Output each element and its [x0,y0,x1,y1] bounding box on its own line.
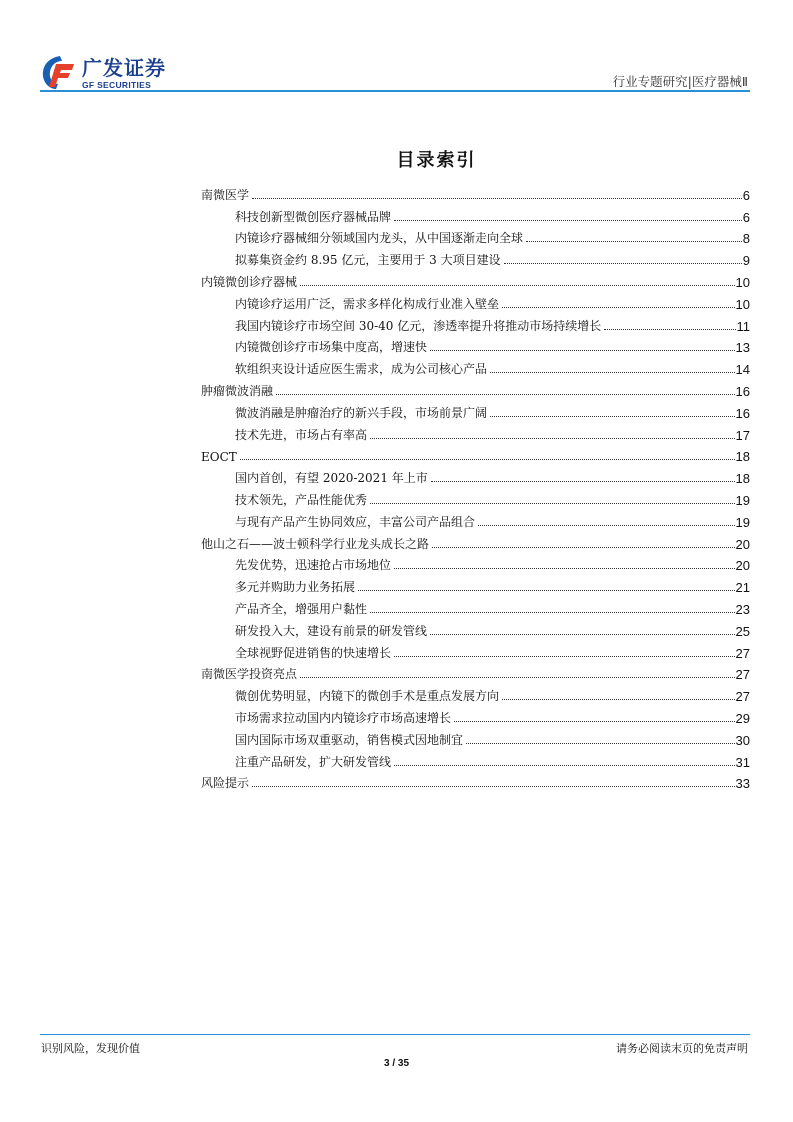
toc-page-number[interactable]: 10 [735,274,750,290]
toc-page-number[interactable]: 8 [742,231,750,247]
toc-leader-dots [370,612,735,613]
toc-entry-title[interactable]: 微创优势明显，内镜下的微创手术是重点发展方向 [235,689,500,704]
toc-leader-dots [430,634,735,635]
toc-page-number[interactable]: 20 [735,536,750,552]
gf-logo-icon [40,54,76,90]
toc-page-number[interactable]: 27 [735,689,750,705]
toc-entry[interactable] [201,530,750,552]
toc-page-number[interactable]: 23 [735,601,750,617]
toc-page-number[interactable]: 19 [735,492,750,508]
toc-leader-dots [502,699,735,700]
toc-entry-title[interactable]: 我国内镜诊疗市场空间 30-40 亿元，渗透率提升将推动市场持续增长 [235,318,602,333]
toc-page-number[interactable]: 14 [735,362,750,378]
company-logo [40,52,180,94]
toc-leader-dots [300,677,735,678]
toc-page-number[interactable]: 6 [742,187,750,203]
page-number: 3 / 35 [383,1058,410,1069]
toc-entry-title[interactable]: 国内国际市场双重驱动，销售模式因地制宜 [235,732,464,747]
footer-divider [40,1034,750,1035]
footer-disclaimer: 请务必阅读末页的免责声明 [616,1042,748,1055]
toc-page-number[interactable]: 27 [735,667,750,683]
toc-page-number[interactable]: 31 [735,754,750,770]
toc-entry-title[interactable]: 南微医学投资亮点 [201,667,298,682]
toc-entry-title[interactable]: 风险提示 [201,776,250,791]
toc-page-number[interactable]: 27 [735,645,750,661]
toc-leader-dots [604,329,735,330]
footer-slogan: 识别风险，发现价值 [41,1042,140,1055]
toc-leader-dots [454,721,735,722]
toc-entry[interactable] [201,682,750,704]
toc-entry-title[interactable]: 国内首创，有望 2020-2021 年上市 [235,471,428,486]
toc-entry[interactable] [201,464,750,486]
toc-entry-title[interactable]: 内镜诊疗器械细分领域国内龙头，从中国逐渐走向全球 [235,231,524,246]
toc-leader-dots [276,394,735,395]
toc-entry-title[interactable]: 内镜微创诊疗器械 [201,274,298,289]
toc-leader-dots [394,220,742,221]
toc-entry[interactable] [201,617,750,639]
header-divider [40,90,750,92]
toc-entry-title[interactable]: 研发投入大，建设有前景的研发管线 [235,623,428,638]
toc-page-number[interactable]: 21 [735,580,750,596]
toc-entry-title[interactable]: 全球视野促进销售的快速增长 [235,645,392,660]
toc-entry-title[interactable]: EOCT [201,450,237,465]
toc-entry-title[interactable]: 南微医学 [201,187,250,202]
toc-page-number[interactable]: 6 [742,209,750,225]
toc-leader-dots [478,525,735,526]
toc-leader-dots [358,590,735,591]
toc-leader-dots [490,416,735,417]
toc-leader-dots [504,263,742,264]
page-title: 目录索引 [396,150,477,171]
toc-entry[interactable] [201,225,750,247]
toc-page-number[interactable]: 11 [736,318,750,334]
toc-entry[interactable] [201,661,750,683]
toc-page-number[interactable]: 16 [735,405,750,421]
toc-page-number[interactable]: 10 [735,296,750,312]
toc-entry[interactable] [201,595,750,617]
toc-entry[interactable] [201,181,750,203]
toc-entry-title[interactable]: 注重产品研发，扩大研发管线 [235,754,392,769]
toc-leader-dots [394,568,735,569]
toc-entry[interactable] [201,246,750,268]
toc-leader-dots [431,481,735,482]
toc-entry-title[interactable]: 产品齐全，增强用户黏性 [235,601,368,616]
toc-leader-dots [466,743,735,744]
toc-entry[interactable] [201,639,750,661]
toc-leader-dots [432,547,735,548]
toc-entry[interactable] [201,268,750,290]
toc-entry[interactable] [201,704,750,726]
toc-entry-title[interactable]: 科技创新型微创医疗器械品牌 [235,209,392,224]
toc-entry[interactable] [201,573,750,595]
toc-entry-title[interactable]: 内镜诊疗运用广泛，需求多样化构成行业准入壁垒 [235,296,500,311]
toc-entry-title[interactable]: 微波消融是肿瘤治疗的新兴手段，市场前景广阔 [235,405,488,420]
toc-page-number[interactable]: 18 [735,449,750,465]
toc-entry[interactable] [201,770,750,792]
toc-entry[interactable] [201,355,750,377]
toc-entry[interactable] [201,290,750,312]
toc-entry-title[interactable]: 技术先进，市场占有率高 [235,427,368,442]
toc-entry-title[interactable]: 技术领先，产品性能优秀 [235,492,368,507]
toc-leader-dots [430,350,735,351]
toc-leader-dots [394,656,735,657]
toc-entry[interactable] [201,443,750,465]
toc-leader-dots [490,372,735,373]
toc-page-number[interactable]: 30 [735,732,750,748]
toc-leader-dots [240,459,735,460]
toc-entry[interactable] [201,334,750,356]
toc-page-number[interactable]: 20 [735,558,750,574]
toc-entry[interactable] [201,552,750,574]
toc-entry[interactable] [201,399,750,421]
toc-entry[interactable] [201,203,750,225]
logo-text-cn: 广发证券 [82,56,166,80]
toc-leader-dots [370,503,735,504]
toc-entry[interactable] [201,486,750,508]
toc-page-number[interactable]: 33 [735,776,750,792]
toc-entry-title[interactable]: 市场需求拉动国内内镜诊疗市场高速增长 [235,710,452,725]
toc-page-number[interactable]: 17 [735,427,750,443]
toc-entry-title[interactable]: 拟募集资金约 8.95 亿元，主要用于 3 大项目建设 [235,253,501,268]
toc-entry-title[interactable]: 软组织夹设计适应医生需求，成为公司核心产品 [235,362,488,377]
toc-entry[interactable] [201,312,750,334]
toc-entry-title[interactable]: 多元并购助力业务拓展 [235,580,356,595]
toc-entry-title[interactable]: 与现有产品产生协同效应，丰富公司产品组合 [235,514,476,529]
toc-page-number[interactable]: 16 [735,383,750,399]
toc-entry[interactable] [201,748,750,770]
toc-page-number[interactable]: 29 [735,710,750,726]
toc-entry-title[interactable]: 肿瘤微波消融 [201,383,274,398]
logo-text-en: GF SECURITIES [82,80,152,90]
toc-leader-dots [502,307,735,308]
toc-page-number[interactable]: 18 [735,471,750,487]
toc-leader-dots [394,765,735,766]
toc-entry[interactable] [201,726,750,748]
toc-leader-dots [300,285,735,286]
toc-entry[interactable] [201,377,750,399]
toc-entry-title[interactable]: 他山之石——波士顿科学行业龙头成长之路 [201,536,430,551]
toc-entry-title[interactable]: 内镜微创诊疗市场集中度高，增速快 [235,340,428,355]
toc-entry[interactable] [201,508,750,530]
toc-leader-dots [526,241,742,242]
toc-entry[interactable] [201,421,750,443]
toc-page-number[interactable]: 19 [735,514,750,530]
toc-leader-dots [252,786,735,787]
toc-entry-title[interactable]: 先发优势，迅速抢占市场地位 [235,558,392,573]
table-of-contents [201,181,750,791]
toc-page-number[interactable]: 13 [735,340,750,356]
report-category: 行业专题研究|医疗器械Ⅱ [612,74,748,89]
toc-leader-dots [252,198,742,199]
toc-page-number[interactable]: 9 [742,253,750,269]
toc-page-number[interactable]: 25 [735,623,750,639]
toc-leader-dots [370,438,735,439]
